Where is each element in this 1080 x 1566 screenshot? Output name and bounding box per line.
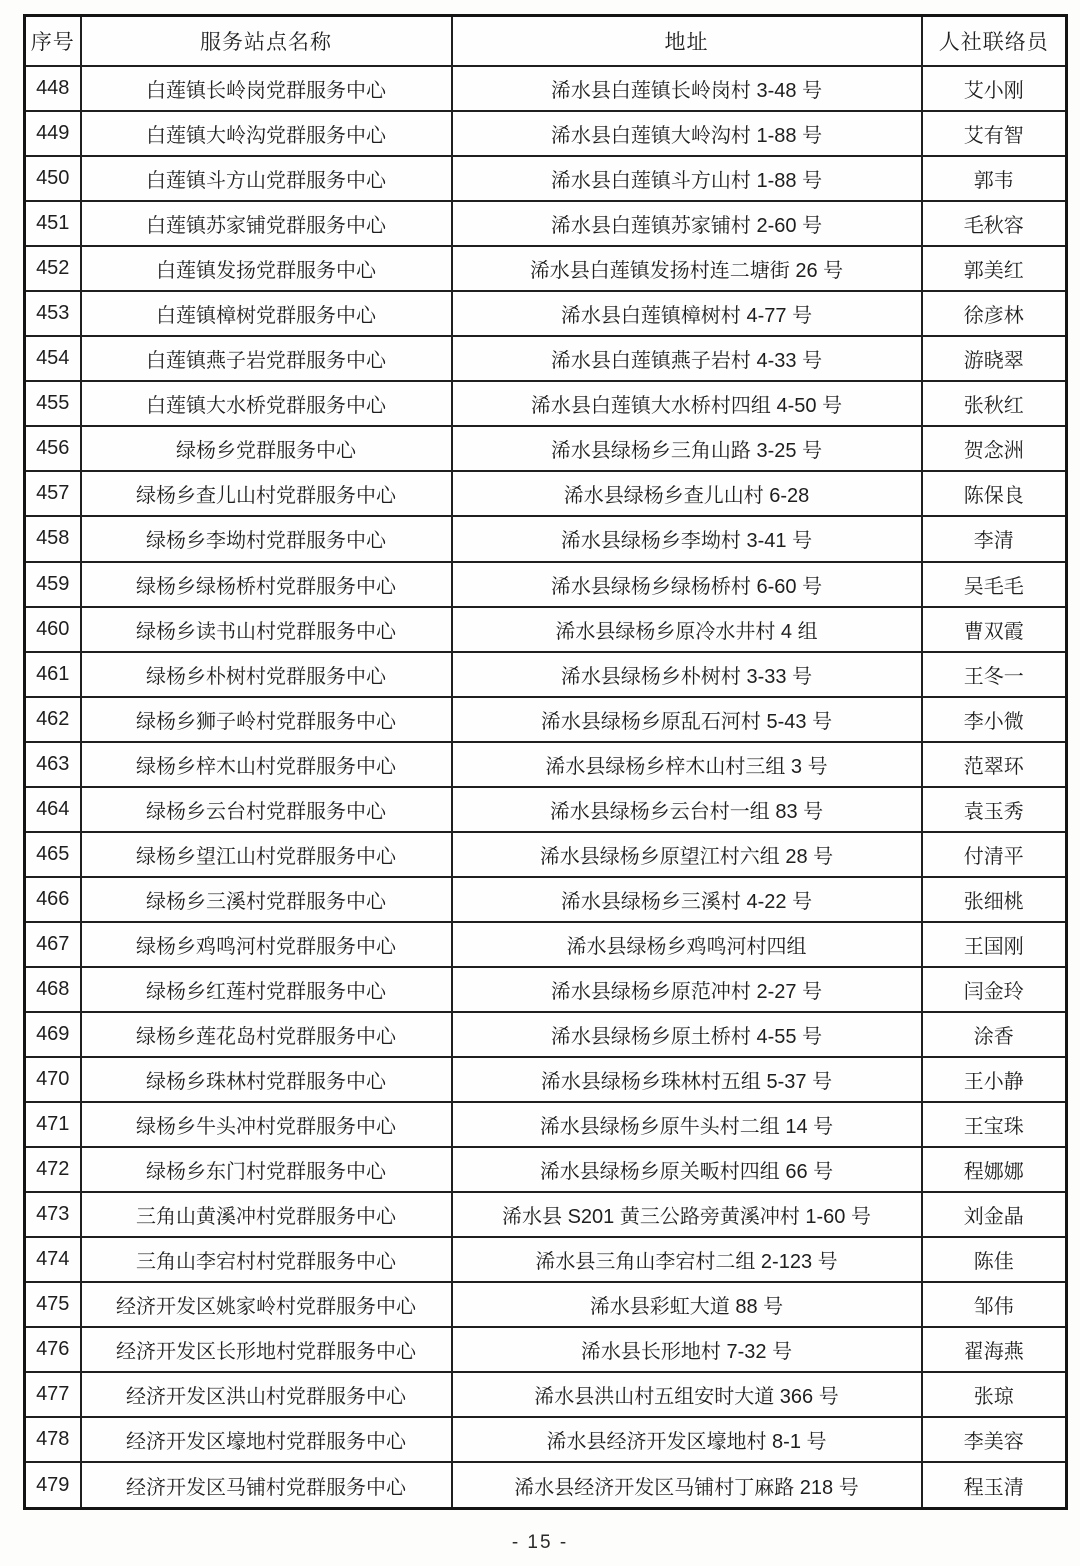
name-cell: 白莲镇苏家铺党群服务中心 xyxy=(81,201,452,246)
liaison-cell: 徐彦林 xyxy=(922,291,1067,336)
address-cell: 浠水县绿杨乡三角山路 3-25 号 xyxy=(452,426,922,471)
name-cell: 白莲镇燕子岩党群服务中心 xyxy=(81,336,452,381)
table-row xyxy=(25,607,1067,652)
table-row xyxy=(25,426,1067,471)
name-cell: 绿杨乡云台村党群服务中心 xyxy=(81,787,452,832)
serial-cell: 463 xyxy=(25,742,81,787)
serial-cell: 449 xyxy=(25,111,81,156)
table-row xyxy=(25,922,1067,967)
liaison-cell: 李小微 xyxy=(922,697,1067,742)
address-cell: 浠水县绿杨乡绿杨桥村 6-60 号 xyxy=(452,562,922,607)
table-row xyxy=(25,652,1067,697)
serial-cell: 460 xyxy=(25,607,81,652)
liaison-cell: 游晓翠 xyxy=(922,336,1067,381)
table-row xyxy=(25,246,1067,291)
address-cell: 浠水县白莲镇樟树村 4-77 号 xyxy=(452,291,922,336)
address-cell: 浠水县白莲镇苏家铺村 2-60 号 xyxy=(452,201,922,246)
table-row xyxy=(25,291,1067,336)
address-cell: 浠水县绿杨乡原冷水井村 4 组 xyxy=(452,607,922,652)
liaison-cell: 闫金玲 xyxy=(922,967,1067,1012)
liaison-cell: 贺念洲 xyxy=(922,426,1067,471)
name-cell: 白莲镇大岭沟党群服务中心 xyxy=(81,111,452,156)
name-cell: 经济开发区壕地村党群服务中心 xyxy=(81,1417,452,1462)
address-cell: 浠水县绿杨乡原望江村六组 28 号 xyxy=(452,832,922,877)
liaison-cell: 邹伟 xyxy=(922,1282,1067,1327)
column-header-2: 地址 xyxy=(452,16,922,67)
table-row xyxy=(25,697,1067,742)
serial-cell: 448 xyxy=(25,66,81,111)
liaison-cell: 陈佳 xyxy=(922,1237,1067,1282)
name-cell: 三角山黄溪冲村党群服务中心 xyxy=(81,1192,452,1237)
table-row xyxy=(25,1282,1067,1327)
name-cell: 绿杨乡狮子岭村党群服务中心 xyxy=(81,697,452,742)
name-cell: 经济开发区长形地村党群服务中心 xyxy=(81,1327,452,1372)
liaison-cell: 毛秋容 xyxy=(922,201,1067,246)
address-cell: 浠水县绿杨乡梓木山村三组 3 号 xyxy=(452,742,922,787)
address-cell: 浠水县绿杨乡原牛头村二组 14 号 xyxy=(452,1102,922,1147)
table-row xyxy=(25,1102,1067,1147)
serial-cell: 475 xyxy=(25,1282,81,1327)
column-header-0: 序号 xyxy=(25,16,81,67)
serial-cell: 464 xyxy=(25,787,81,832)
name-cell: 白莲镇发扬党群服务中心 xyxy=(81,246,452,291)
liaison-cell: 王宝珠 xyxy=(922,1102,1067,1147)
table-row xyxy=(25,1372,1067,1417)
address-cell: 浠水县绿杨乡朴树村 3-33 号 xyxy=(452,652,922,697)
table-row xyxy=(25,1462,1067,1508)
liaison-cell: 刘金晶 xyxy=(922,1192,1067,1237)
serial-cell: 461 xyxy=(25,652,81,697)
address-cell: 浠水县白莲镇斗方山村 1-88 号 xyxy=(452,156,922,201)
serial-cell: 459 xyxy=(25,562,81,607)
name-cell: 经济开发区马铺村党群服务中心 xyxy=(81,1462,452,1508)
liaison-cell: 艾小刚 xyxy=(922,66,1067,111)
serial-cell: 457 xyxy=(25,471,81,516)
column-header-1: 服务站点名称 xyxy=(81,16,452,67)
address-cell: 浠水县彩虹大道 88 号 xyxy=(452,1282,922,1327)
liaison-cell: 翟海燕 xyxy=(922,1327,1067,1372)
table-row xyxy=(25,877,1067,922)
serial-cell: 479 xyxy=(25,1462,81,1508)
serial-cell: 458 xyxy=(25,516,81,561)
address-cell: 浠水县三角山李宕村二组 2-123 号 xyxy=(452,1237,922,1282)
address-cell: 浠水县白莲镇发扬村连二塘街 26 号 xyxy=(452,246,922,291)
address-cell: 浠水县绿杨乡查儿山村 6-28 xyxy=(452,471,922,516)
serial-cell: 451 xyxy=(25,201,81,246)
table-row xyxy=(25,336,1067,381)
serial-cell: 472 xyxy=(25,1147,81,1192)
liaison-cell: 范翠环 xyxy=(922,742,1067,787)
name-cell: 绿杨乡查儿山村党群服务中心 xyxy=(81,471,452,516)
table-row xyxy=(25,562,1067,607)
liaison-cell: 王小静 xyxy=(922,1057,1067,1102)
name-cell: 绿杨乡李坳村党群服务中心 xyxy=(81,516,452,561)
name-cell: 白莲镇大水桥党群服务中心 xyxy=(81,381,452,426)
table-body xyxy=(25,66,1067,1509)
liaison-cell: 付清平 xyxy=(922,832,1067,877)
name-cell: 白莲镇樟树党群服务中心 xyxy=(81,291,452,336)
address-cell: 浠水县 S201 黄三公路旁黄溪冲村 1-60 号 xyxy=(452,1192,922,1237)
name-cell: 绿杨乡三溪村党群服务中心 xyxy=(81,877,452,922)
serial-cell: 476 xyxy=(25,1327,81,1372)
table-head xyxy=(25,16,1067,67)
liaison-cell: 艾有智 xyxy=(922,111,1067,156)
table-row xyxy=(25,156,1067,201)
liaison-cell: 郭韦 xyxy=(922,156,1067,201)
serial-cell: 456 xyxy=(25,426,81,471)
liaison-cell: 郭美红 xyxy=(922,246,1067,291)
liaison-cell: 李清 xyxy=(922,516,1067,561)
name-cell: 绿杨乡党群服务中心 xyxy=(81,426,452,471)
table-row xyxy=(25,1192,1067,1237)
liaison-cell: 李美容 xyxy=(922,1417,1067,1462)
name-cell: 绿杨乡红莲村党群服务中心 xyxy=(81,967,452,1012)
table-row xyxy=(25,1237,1067,1282)
table-row xyxy=(25,111,1067,156)
serial-cell: 466 xyxy=(25,877,81,922)
table-row xyxy=(25,1012,1067,1057)
table-row xyxy=(25,1057,1067,1102)
name-cell: 经济开发区洪山村党群服务中心 xyxy=(81,1372,452,1417)
serial-cell: 478 xyxy=(25,1417,81,1462)
address-cell: 浠水县绿杨乡原乱石河村 5-43 号 xyxy=(452,697,922,742)
serial-cell: 465 xyxy=(25,832,81,877)
table-row xyxy=(25,832,1067,877)
service-stations-table xyxy=(23,14,1068,1510)
serial-cell: 469 xyxy=(25,1012,81,1057)
name-cell: 绿杨乡东门村党群服务中心 xyxy=(81,1147,452,1192)
address-cell: 浠水县绿杨乡云台村一组 83 号 xyxy=(452,787,922,832)
address-cell: 浠水县白莲镇长岭岗村 3-48 号 xyxy=(452,66,922,111)
name-cell: 经济开发区姚家岭村党群服务中心 xyxy=(81,1282,452,1327)
address-cell: 浠水县洪山村五组安时大道 366 号 xyxy=(452,1372,922,1417)
liaison-cell: 程娜娜 xyxy=(922,1147,1067,1192)
liaison-cell: 曹双霞 xyxy=(922,607,1067,652)
name-cell: 绿杨乡牛头冲村党群服务中心 xyxy=(81,1102,452,1147)
liaison-cell: 吴毛毛 xyxy=(922,562,1067,607)
table-row xyxy=(25,516,1067,561)
address-cell: 浠水县绿杨乡李坳村 3-41 号 xyxy=(452,516,922,561)
address-cell: 浠水县长形地村 7-32 号 xyxy=(452,1327,922,1372)
serial-cell: 450 xyxy=(25,156,81,201)
serial-cell: 453 xyxy=(25,291,81,336)
serial-cell: 474 xyxy=(25,1237,81,1282)
table-row xyxy=(25,66,1067,111)
liaison-cell: 程玉清 xyxy=(922,1462,1067,1508)
table-row xyxy=(25,742,1067,787)
name-cell: 绿杨乡梓木山村党群服务中心 xyxy=(81,742,452,787)
table-row xyxy=(25,787,1067,832)
liaison-cell: 张琼 xyxy=(922,1372,1067,1417)
serial-cell: 452 xyxy=(25,246,81,291)
name-cell: 绿杨乡朴树村党群服务中心 xyxy=(81,652,452,697)
table-row xyxy=(25,471,1067,516)
table-row xyxy=(25,967,1067,1012)
table-row xyxy=(25,1147,1067,1192)
name-cell: 白莲镇斗方山党群服务中心 xyxy=(81,156,452,201)
serial-cell: 471 xyxy=(25,1102,81,1147)
name-cell: 绿杨乡鸡鸣河村党群服务中心 xyxy=(81,922,452,967)
address-cell: 浠水县白莲镇大岭沟村 1-88 号 xyxy=(452,111,922,156)
name-cell: 绿杨乡绿杨桥村党群服务中心 xyxy=(81,562,452,607)
liaison-cell: 张秋红 xyxy=(922,381,1067,426)
address-cell: 浠水县绿杨乡三溪村 4-22 号 xyxy=(452,877,922,922)
serial-cell: 455 xyxy=(25,381,81,426)
table-row xyxy=(25,1327,1067,1372)
serial-cell: 473 xyxy=(25,1192,81,1237)
address-cell: 浠水县绿杨乡鸡鸣河村四组 xyxy=(452,922,922,967)
address-cell: 浠水县绿杨乡原土桥村 4-55 号 xyxy=(452,1012,922,1057)
address-cell: 浠水县绿杨乡珠林村五组 5-37 号 xyxy=(452,1057,922,1102)
table-row xyxy=(25,1417,1067,1462)
page-number: - 15 - xyxy=(511,1532,569,1553)
serial-cell: 454 xyxy=(25,336,81,381)
serial-cell: 467 xyxy=(25,922,81,967)
address-cell: 浠水县经济开发区马铺村丁麻路 218 号 xyxy=(452,1462,922,1508)
name-cell: 白莲镇长岭岗党群服务中心 xyxy=(81,66,452,111)
serial-cell: 470 xyxy=(25,1057,81,1102)
address-cell: 浠水县白莲镇燕子岩村 4-33 号 xyxy=(452,336,922,381)
table-row xyxy=(25,201,1067,246)
address-cell: 浠水县绿杨乡原范冲村 2-27 号 xyxy=(452,967,922,1012)
column-header-3: 人社联络员 xyxy=(922,16,1067,67)
name-cell: 三角山李宕村村党群服务中心 xyxy=(81,1237,452,1282)
name-cell: 绿杨乡望江山村党群服务中心 xyxy=(81,832,452,877)
table-header-row xyxy=(25,16,1067,67)
address-cell: 浠水县绿杨乡原关畈村四组 66 号 xyxy=(452,1147,922,1192)
name-cell: 绿杨乡读书山村党群服务中心 xyxy=(81,607,452,652)
liaison-cell: 王国刚 xyxy=(922,922,1067,967)
address-cell: 浠水县经济开发区壕地村 8-1 号 xyxy=(452,1417,922,1462)
address-cell: 浠水县白莲镇大水桥村四组 4-50 号 xyxy=(452,381,922,426)
liaison-cell: 涂香 xyxy=(922,1012,1067,1057)
liaison-cell: 袁玉秀 xyxy=(922,787,1067,832)
name-cell: 绿杨乡莲花岛村党群服务中心 xyxy=(81,1012,452,1057)
serial-cell: 477 xyxy=(25,1372,81,1417)
serial-cell: 462 xyxy=(25,697,81,742)
name-cell: 绿杨乡珠林村党群服务中心 xyxy=(81,1057,452,1102)
liaison-cell: 王冬一 xyxy=(922,652,1067,697)
table-row xyxy=(25,381,1067,426)
liaison-cell: 张细桃 xyxy=(922,877,1067,922)
liaison-cell: 陈保良 xyxy=(922,471,1067,516)
serial-cell: 468 xyxy=(25,967,81,1012)
